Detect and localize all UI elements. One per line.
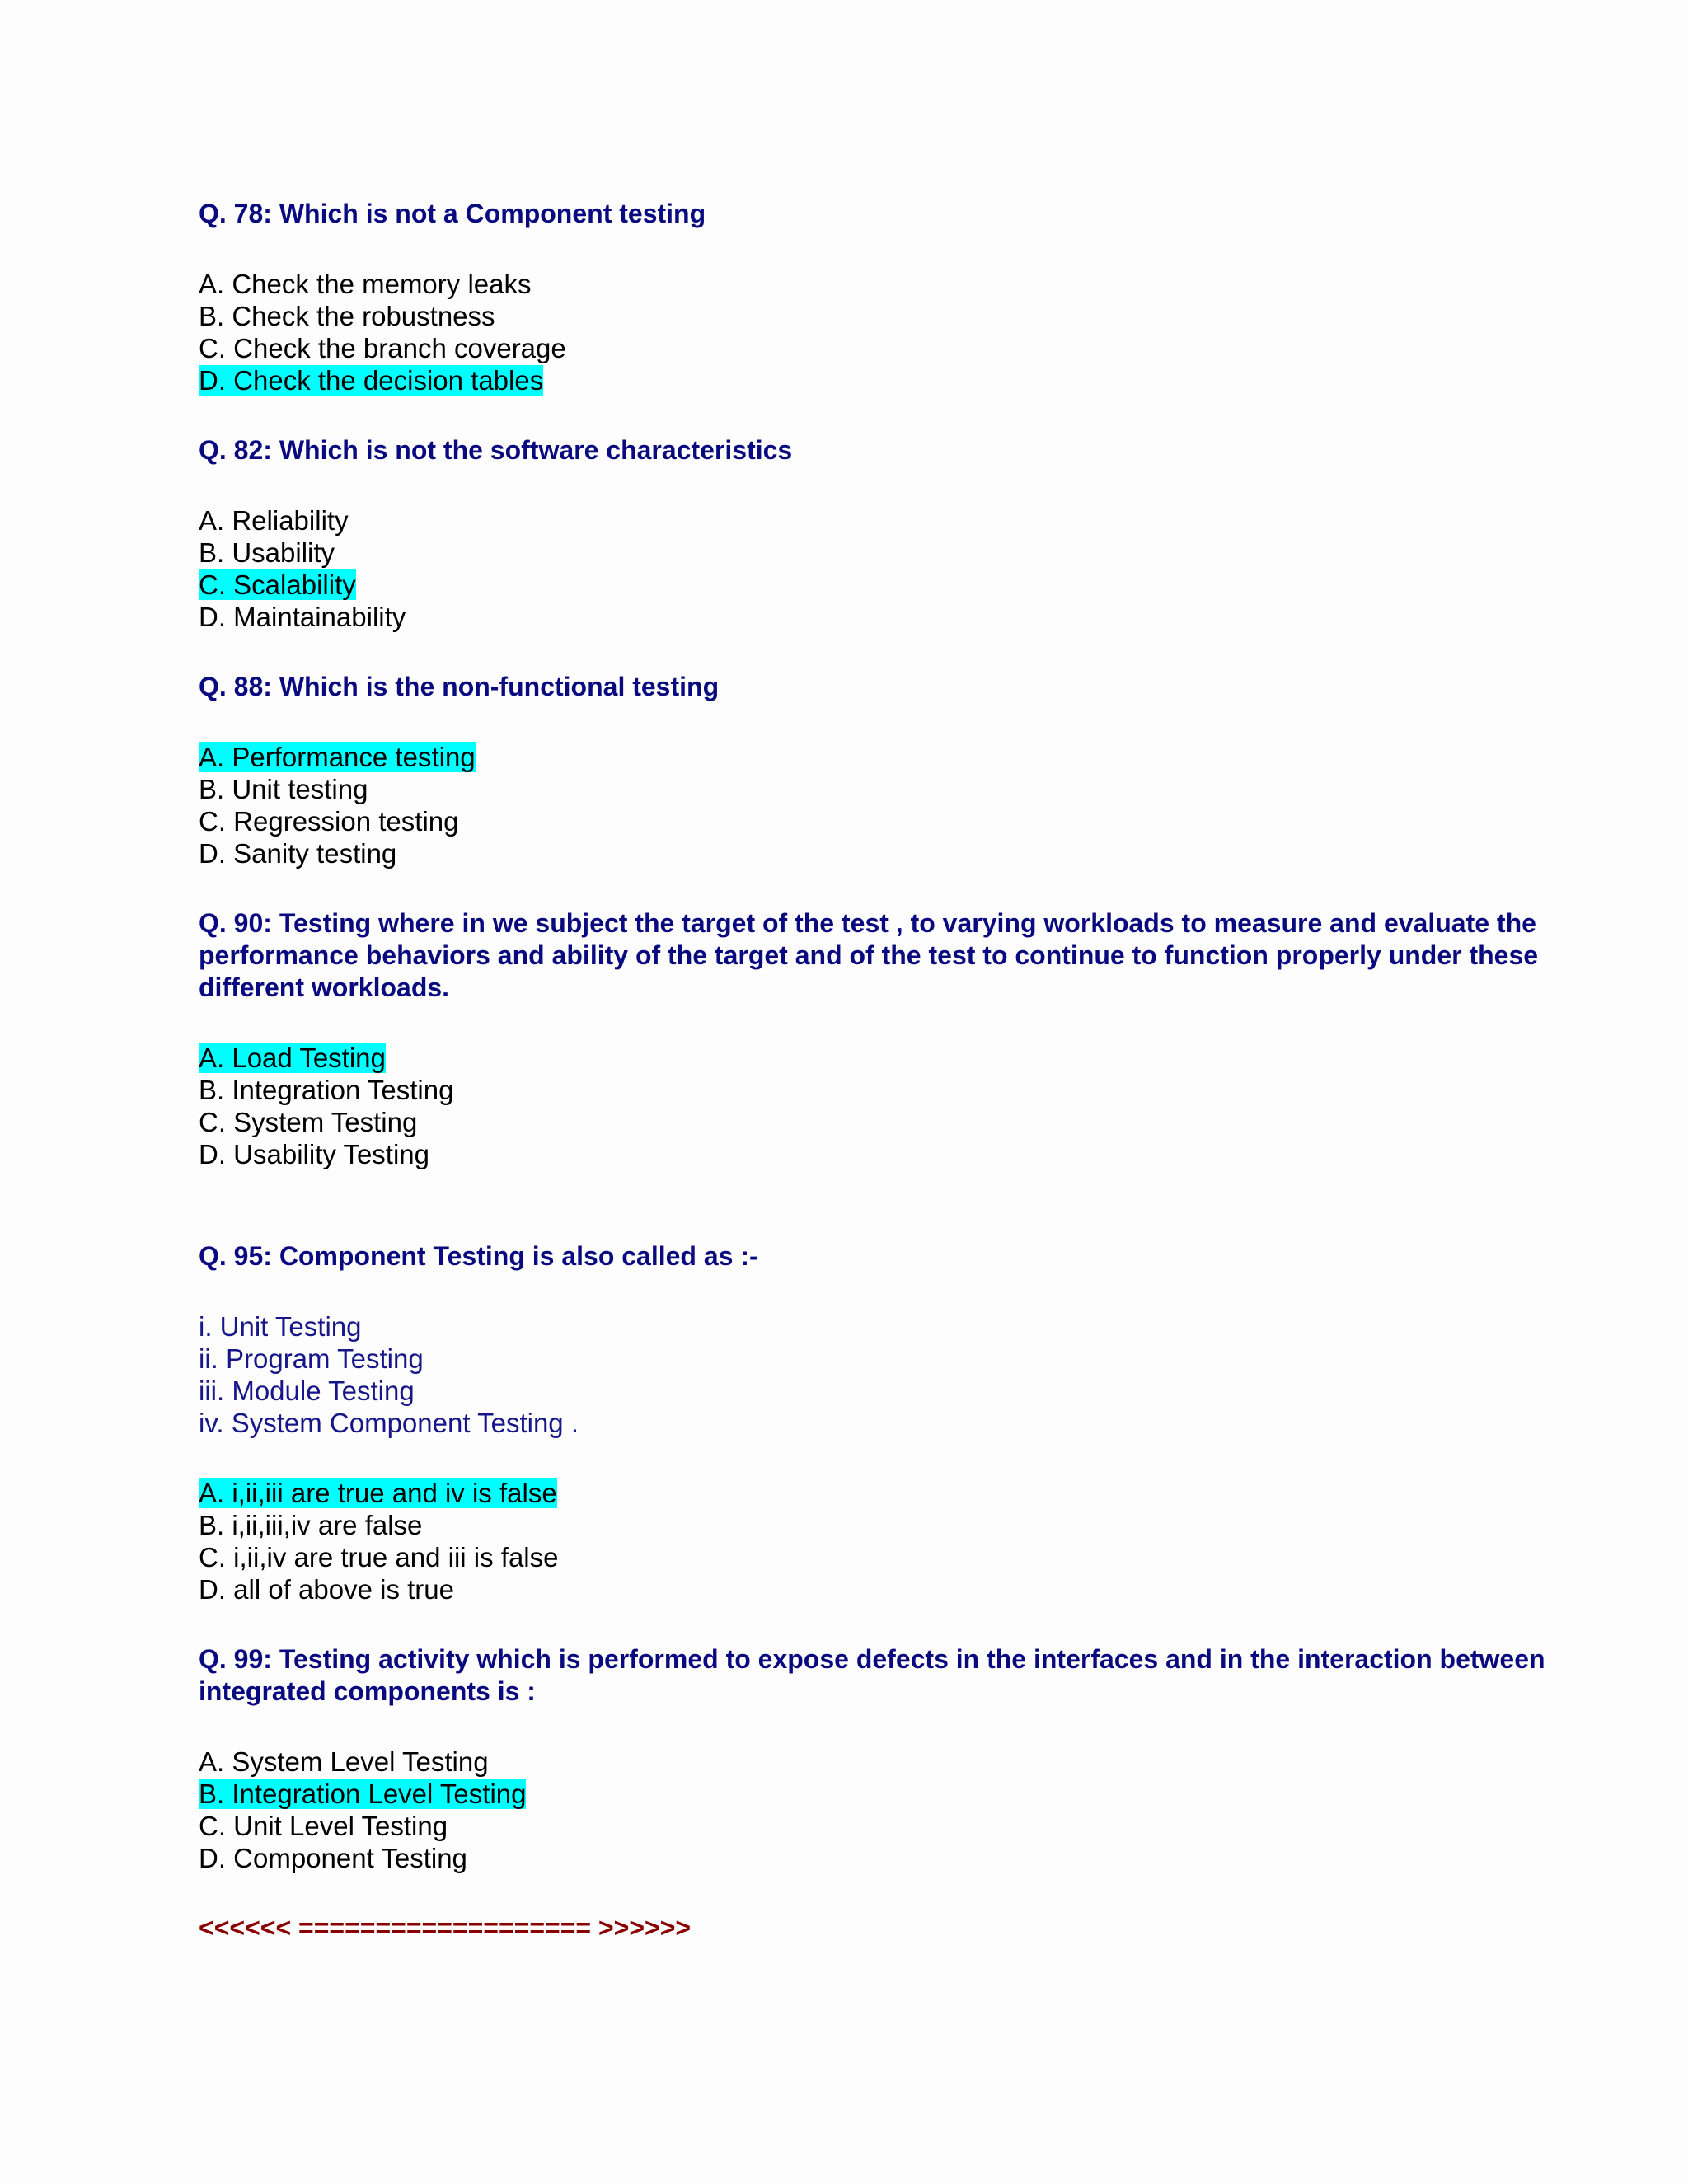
option-text: C. Check the branch coverage xyxy=(199,333,566,363)
option-list xyxy=(199,268,1550,396)
statement-item: iii. Module Testing xyxy=(199,1376,415,1406)
quiz-document xyxy=(199,198,1550,1944)
statement-item: iv. System Component Testing . xyxy=(199,1408,579,1438)
option-item xyxy=(199,1106,1550,1138)
option-text: B. Check the robustness xyxy=(199,301,495,331)
option-item xyxy=(199,1573,1550,1605)
option-text: A. Check the memory leaks xyxy=(199,269,532,299)
question-title: Q. 95: Component Testing is also called as :- xyxy=(199,1241,758,1271)
end-separator: <<<<<< =================== >>>>>> xyxy=(199,1913,692,1943)
option-item xyxy=(199,332,1550,364)
option-item xyxy=(199,1074,1550,1106)
statement-item: i. Unit Testing xyxy=(199,1311,362,1342)
option-item xyxy=(199,805,1550,837)
option-text: D. Maintainability xyxy=(199,602,406,632)
option-item xyxy=(199,837,1550,869)
option-item xyxy=(199,1042,1550,1074)
option-text: D. Usability Testing xyxy=(199,1139,430,1169)
correct-answer-option: B. Integration Level Testing xyxy=(199,1779,527,1809)
correct-answer-option: A. Load Testing xyxy=(199,1043,386,1073)
option-item xyxy=(199,504,1550,537)
correct-answer-option: A. Performance testing xyxy=(199,742,476,772)
option-item xyxy=(199,741,1550,773)
option-text: B. Usability xyxy=(199,537,335,568)
option-text: C. i,ii,iv are true and iii is false xyxy=(199,1542,559,1572)
option-list xyxy=(199,1746,1550,1874)
option-text: A. System Level Testing xyxy=(199,1746,489,1777)
option-item xyxy=(199,1138,1550,1170)
option-list xyxy=(199,1042,1550,1170)
option-item xyxy=(199,773,1550,805)
option-item xyxy=(199,300,1550,332)
option-text: A. Reliability xyxy=(199,505,349,536)
option-list xyxy=(199,1477,1550,1605)
option-text: D. Sanity testing xyxy=(199,838,397,869)
option-item xyxy=(199,1810,1550,1842)
statement-list xyxy=(199,1310,1550,1439)
question-title: Q. 82: Which is not the software characteristics xyxy=(199,435,793,465)
correct-answer-option: A. i,ii,iii are true and iv is false xyxy=(199,1478,557,1508)
option-item xyxy=(199,1477,1550,1509)
option-text: D. all of above is true xyxy=(199,1574,454,1605)
option-text: C. Unit Level Testing xyxy=(199,1811,448,1841)
option-text: C. Regression testing xyxy=(199,806,459,837)
statement-item: ii. Program Testing xyxy=(199,1343,424,1374)
option-text: B. Unit testing xyxy=(199,774,368,804)
option-item xyxy=(199,1778,1550,1810)
correct-answer-option: C. Scalability xyxy=(199,569,356,600)
option-item xyxy=(199,1541,1550,1573)
option-text: B. Integration Testing xyxy=(199,1075,454,1105)
option-item xyxy=(199,569,1550,601)
question-title: Q. 99: Testing activity which is performed to expose defects in the interfaces and in the interaction between integrated components is : xyxy=(199,1644,1545,1706)
option-item xyxy=(199,268,1550,300)
option-text: C. System Testing xyxy=(199,1107,418,1137)
option-item xyxy=(199,601,1550,633)
option-item xyxy=(199,537,1550,569)
option-text: B. i,ii,iii,iv are false xyxy=(199,1510,423,1540)
question-title: Q. 90: Testing where in we subject the target of the test , to varying workloads to measure and evaluate the performance behaviors and ability of the target and of the test to continue to function properly under these different workloads. xyxy=(199,908,1539,1002)
question-title: Q. 88: Which is the non-functional testing xyxy=(199,672,720,701)
correct-answer-option: D. Check the decision tables xyxy=(199,365,544,396)
option-item xyxy=(199,1842,1550,1874)
option-item xyxy=(199,1509,1550,1541)
option-item xyxy=(199,364,1550,396)
option-item xyxy=(199,1746,1550,1778)
option-list xyxy=(199,741,1550,869)
option-text: D. Component Testing xyxy=(199,1843,467,1873)
option-list xyxy=(199,504,1550,633)
question-title: Q. 78: Which is not a Component testing xyxy=(199,199,706,228)
